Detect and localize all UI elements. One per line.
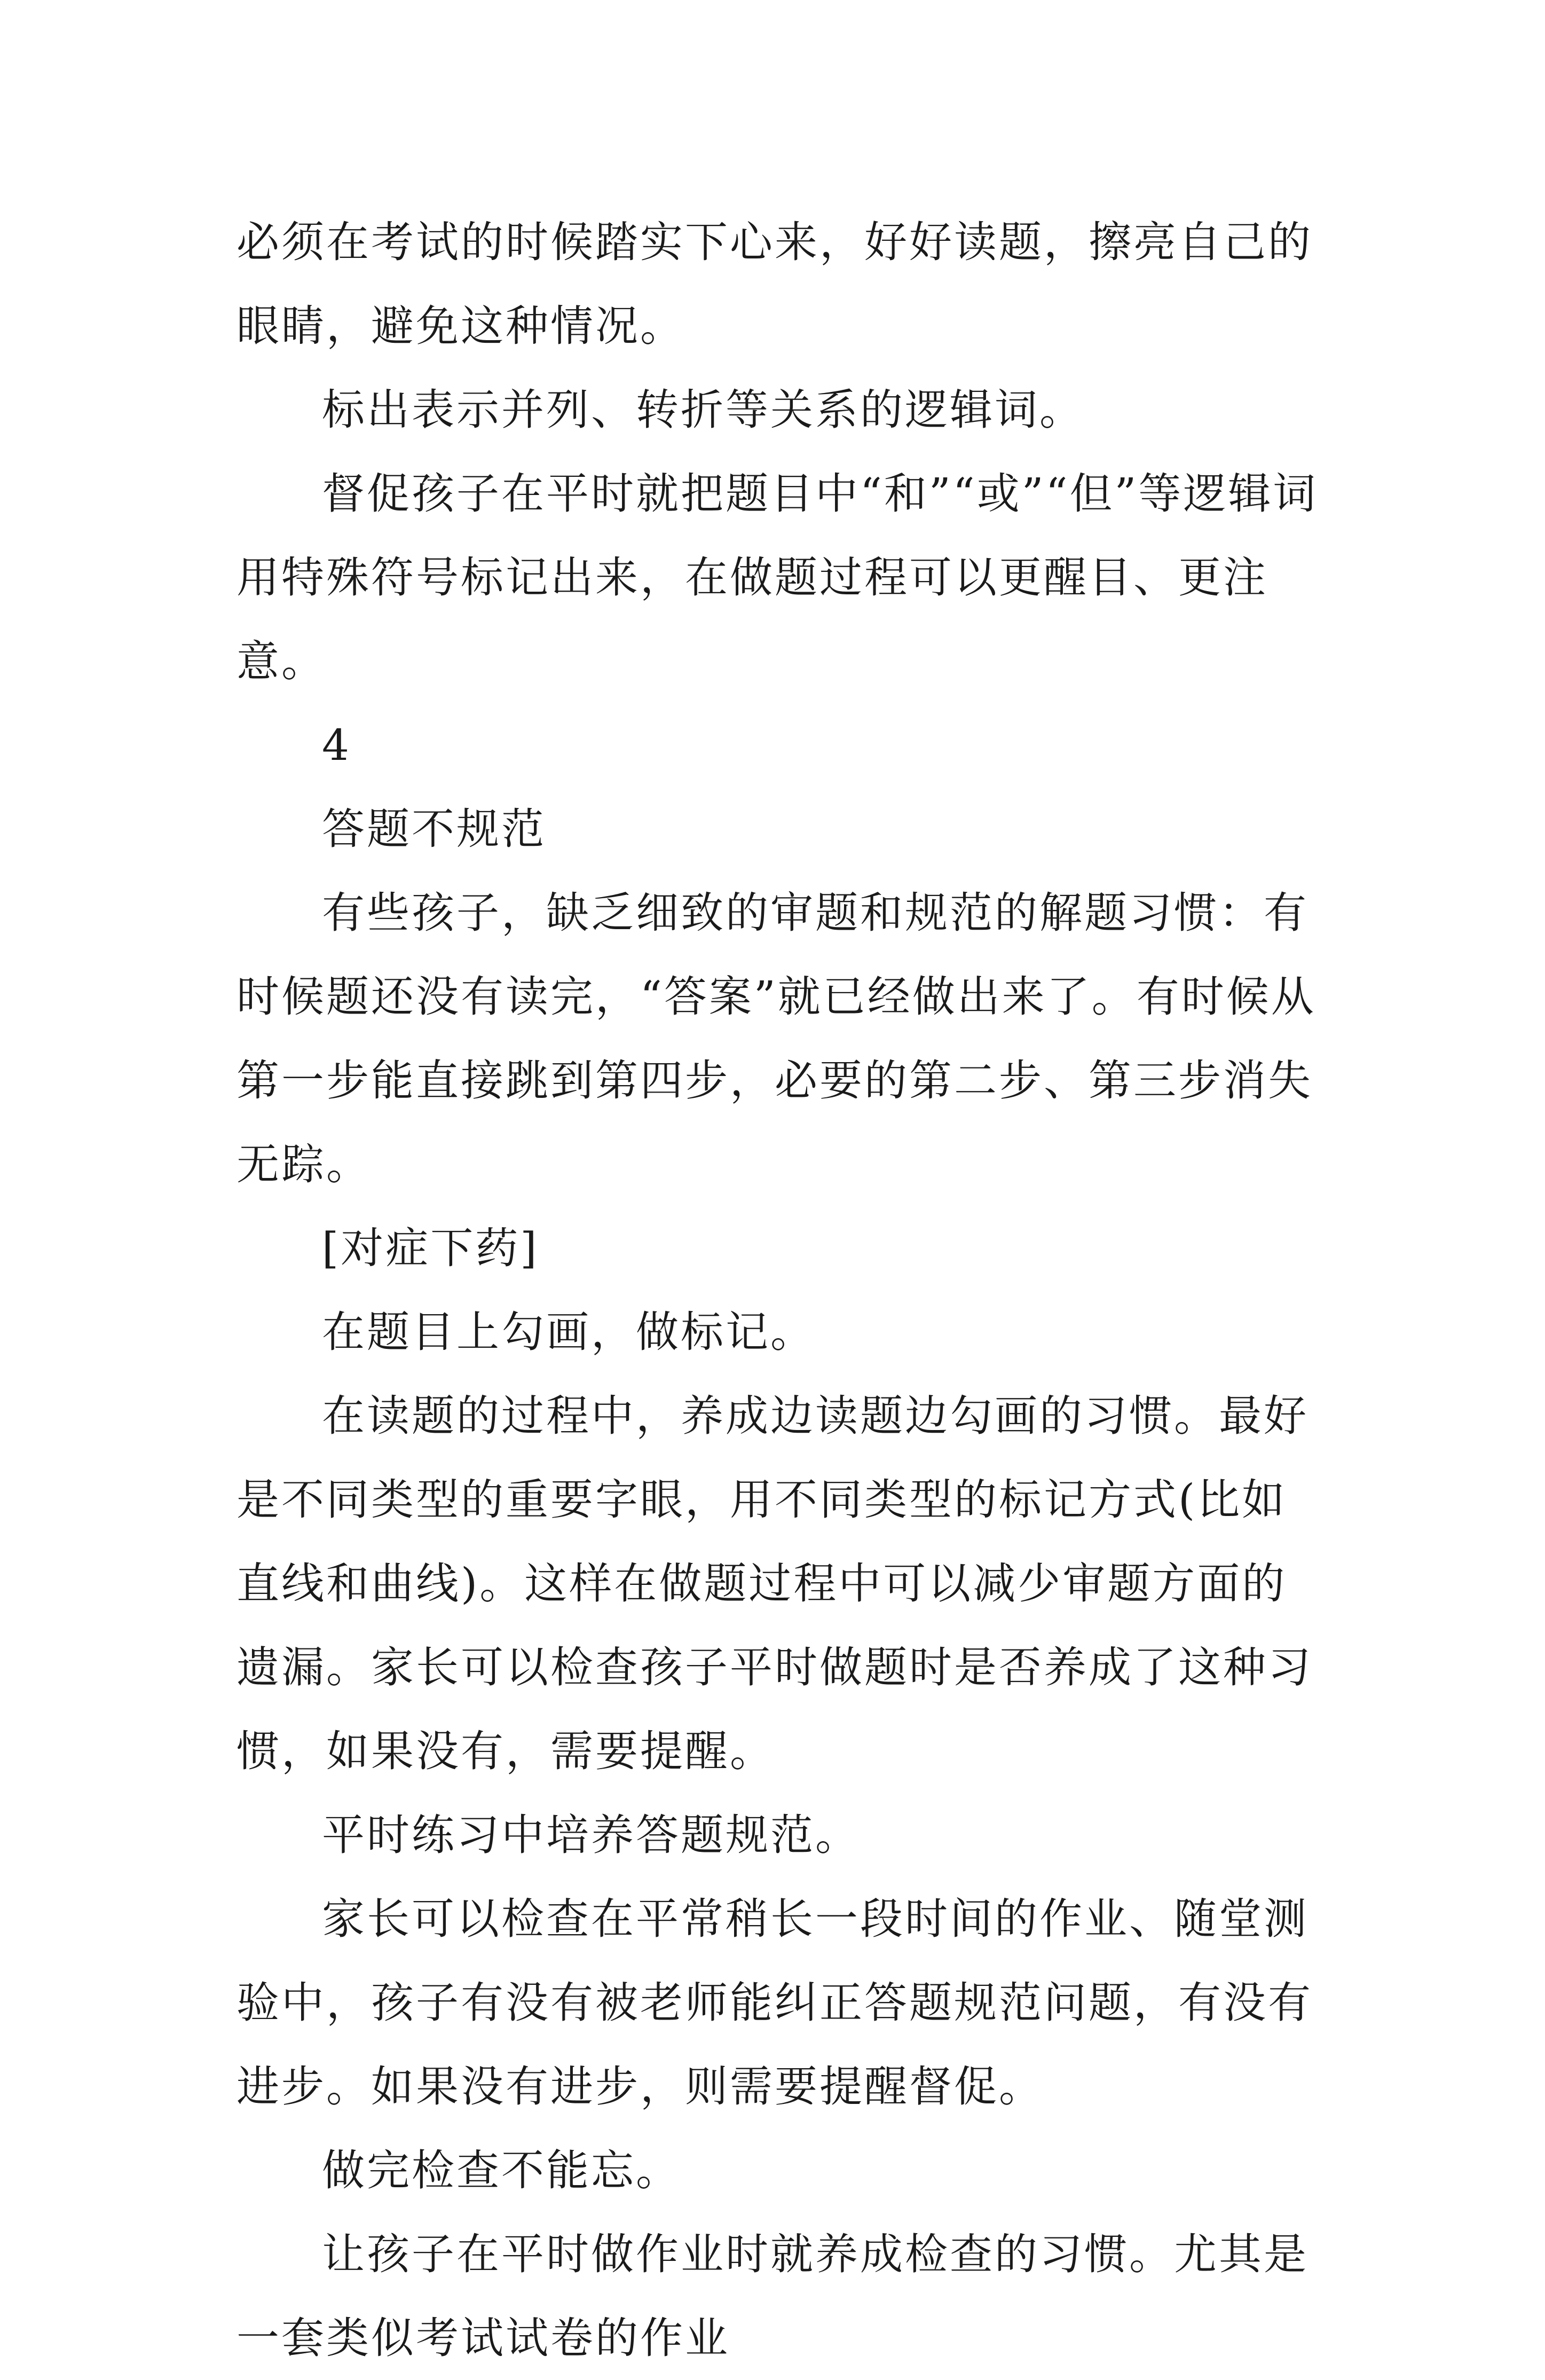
paragraph-tip-heading: 平时练习中培养答题规范。	[322, 1810, 860, 1860]
paragraph-tip-body: 家长可以检查在平常稍长一段时间的作业、随堂测验中，孩子有没有被老师能纠正答题规范问题，有没有进步。如果没有进步，则需要提醒督促。	[237, 1894, 1313, 2111]
section-number: 4	[322, 720, 351, 770]
paragraph-tip-heading: 在题目上勾画，做标记。	[322, 1307, 815, 1357]
section-title: 答题不规范	[322, 804, 546, 854]
paragraph-tip-body: 在读题的过程中，养成边读题边勾画的习惯。最好是不同类型的重要字眼，用不同类型的标记方式(比如直线和曲线)。这样在做题过程中可以减少审题方面的遗漏。家长可以检查孩子平时做题时是否养成了这种习惯，如果没有，需要提醒。	[237, 1391, 1313, 1776]
paragraph-tip-heading: 标出表示并列、转折等关系的逻辑词。	[322, 385, 1084, 435]
paragraph-tip-body: 督促孩子在平时就把题目中“和”“或”“但”等逻辑词用特殊符号标记出来，在做题过程可以更醒目、更注意。	[237, 469, 1318, 686]
body-text	[237, 200, 1320, 2380]
paragraph-continuation: 必须在考试的时候踏实下心来，好好读题，擦亮自己的眼睛，避免这种情况。	[237, 217, 1313, 351]
paragraph-problem: 有些孩子，缺乏细致的审题和规范的解题习惯：有时候题还没有读完，“答案”就已经做出来了。有时候从第一步能直接跳到第四步，必要的第二步、第三步消失无踪。	[237, 888, 1316, 1189]
remedy-heading: [对症下药]	[322, 1223, 539, 1273]
paragraph-tip-heading: 做完检查不能忘。	[322, 2146, 681, 2195]
paragraph-tip-body: 让孩子在平时做作业时就养成检查的习惯。尤其是一套类似考试试卷的作业	[237, 2229, 1308, 2363]
